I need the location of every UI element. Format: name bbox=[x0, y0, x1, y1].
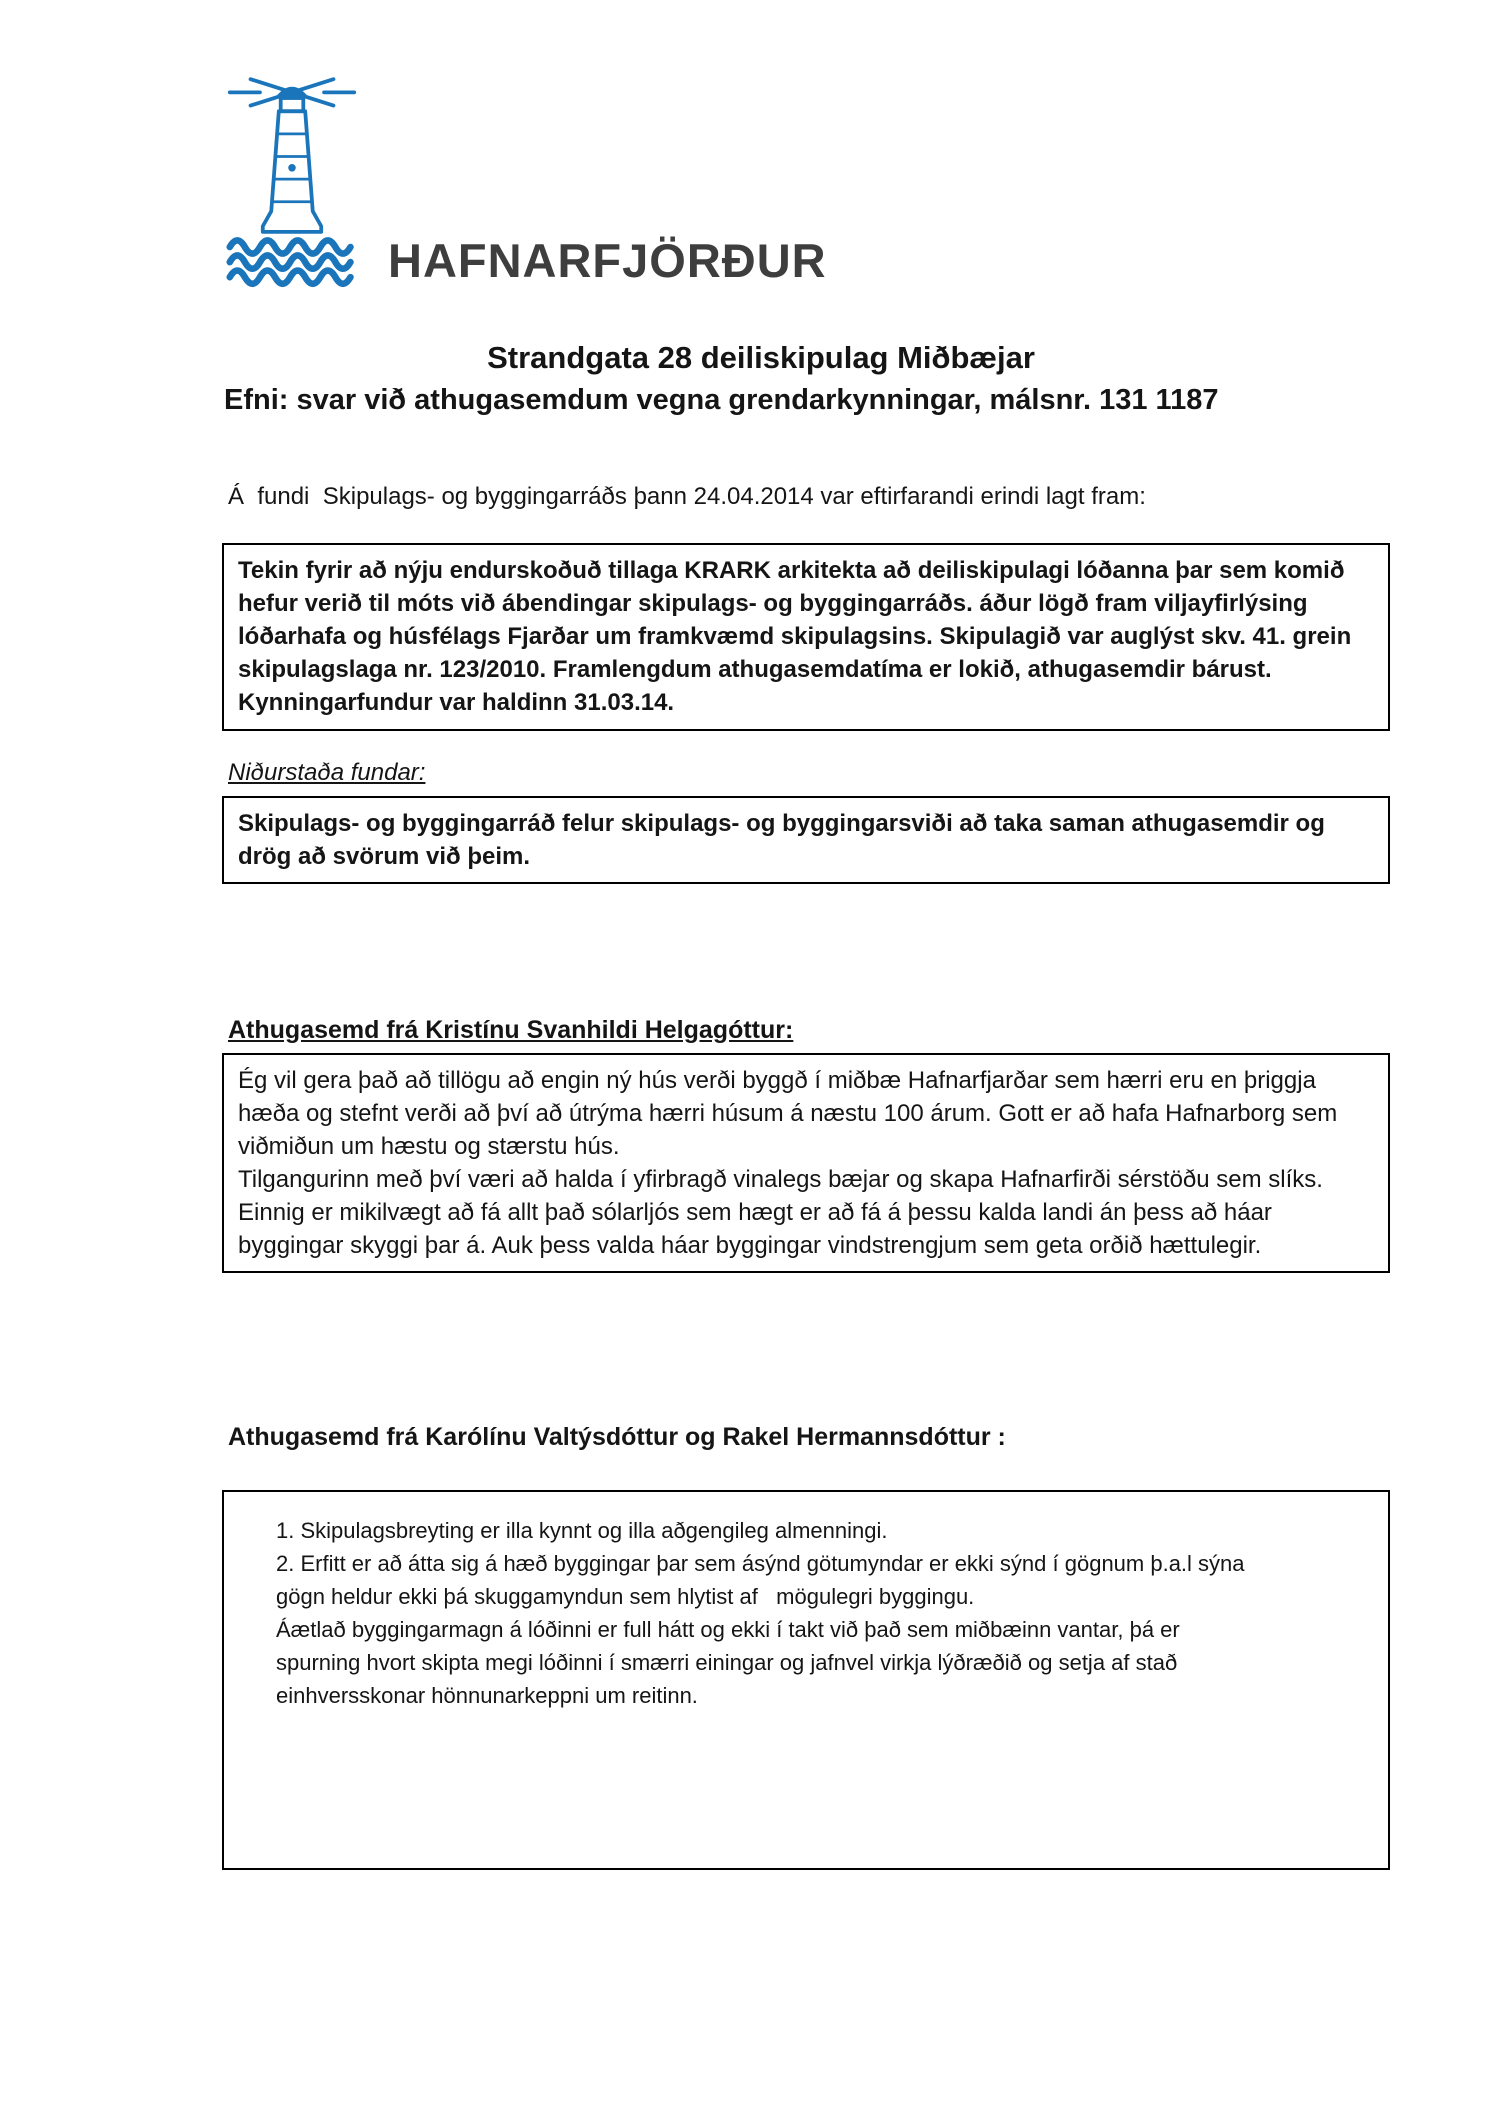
proposal-box: Tekin fyrir að nýju endurskoðuð tillaga KRARK arkitekta að deiliskipulagi lóðanna þar sem komið hefur verið til móts við ábendingar skipulags- og byggingarráðs. áður lögð fram viljayfirlýsing lóðarhafa og húsfélags Fjarðar um framkvæmd skipulagsins. Skipulagið var auglýst skv. 41. grein skipulagslaga nr. 123/2010. Framlengdum athugasemdatíma er lokið, athugasemdir bárust. Kynningarfundur var haldinn 31.03.14. bbox=[222, 543, 1390, 731]
page-title: Strandgata 28 deiliskipulag Miðbæjar bbox=[487, 340, 1035, 375]
conclusion-box: Skipulags- og byggingarráð felur skipulags- og byggingarsviði að taka saman athugasemdir og drög að svörum við þeim. bbox=[222, 796, 1390, 884]
lighthouse-logo-icon bbox=[226, 73, 358, 294]
comment1-paragraph-1: Ég vil gera það að tillögu að engin ný hús verði byggð í miðbæ Hafnarfjarðar sem hærri eru en þriggja hæða og stefnt verði að því að útrýma hærri húsum á næstu 100 árum. Gott er að hafa Hafnarborg sem viðmiðun um hæstu og stærstu hús. bbox=[238, 1066, 1338, 1160]
conclusion-label: Niðurstaða fundar: bbox=[228, 758, 426, 786]
intro-paragraph: Á fundi Skipulags- og byggingarráðs þann 24.04.2014 var eftirfarandi erindi lagt fram: bbox=[228, 483, 1146, 510]
logo bbox=[226, 72, 1390, 294]
comment1-box bbox=[222, 1053, 1390, 1274]
comment2-item-3: Áætlað byggingarmagn á lóðinni er full hátt og ekki í takt við það sem miðbæinn vantar, þá er spurning hvort skipta megi lóðinni í smærri einingar og jafnvel virkja lýðræðið og setja af stað einhversskonar hönnunarkeppni um reitinn. bbox=[276, 1617, 1186, 1709]
comment2-item-1: 1. Skipulagsbreyting er illa kynnt og illa aðgengileg almenningi. bbox=[276, 1518, 888, 1544]
comment2-heading: Athugasemd frá Karólínu Valtýsdóttur og Rakel Hermannsdóttur : bbox=[228, 1423, 1006, 1452]
comment2-item-2: 2. Erfitt er að átta sig á hæð byggingar þar sem ásýnd götumyndar er ekki sýnd í gögnum þ.a.l sýna gögn heldur ekki þá skuggamyndun sem hlytist af mögulegri byggingu. bbox=[276, 1551, 1251, 1610]
comment1-heading: Athugasemd frá Kristínu Svanhildi Helgagóttur: bbox=[228, 1015, 794, 1044]
page-subject: Efni: svar við athugasemdum vegna grendarkynningar, málsnr. 131 1187 bbox=[224, 384, 1219, 416]
comment2-box bbox=[222, 1490, 1390, 1870]
brand-name: HAFNARFJÖRÐUR bbox=[388, 234, 827, 287]
comment1-paragraph-2: Tilgangurinn með því væri að halda í yfirbragð vinalegs bæjar og skapa Hafnarfirði sérstöðu sem slíks. Einnig er mikilvægt að fá allt það sólarljós sem hægt er að fá á þessu kalda landi án þess að háar byggingar skyggi þar á. Auk þess valda háar byggingar vindstrengjum sem geta orðið hættulegir. bbox=[238, 1166, 1323, 1260]
